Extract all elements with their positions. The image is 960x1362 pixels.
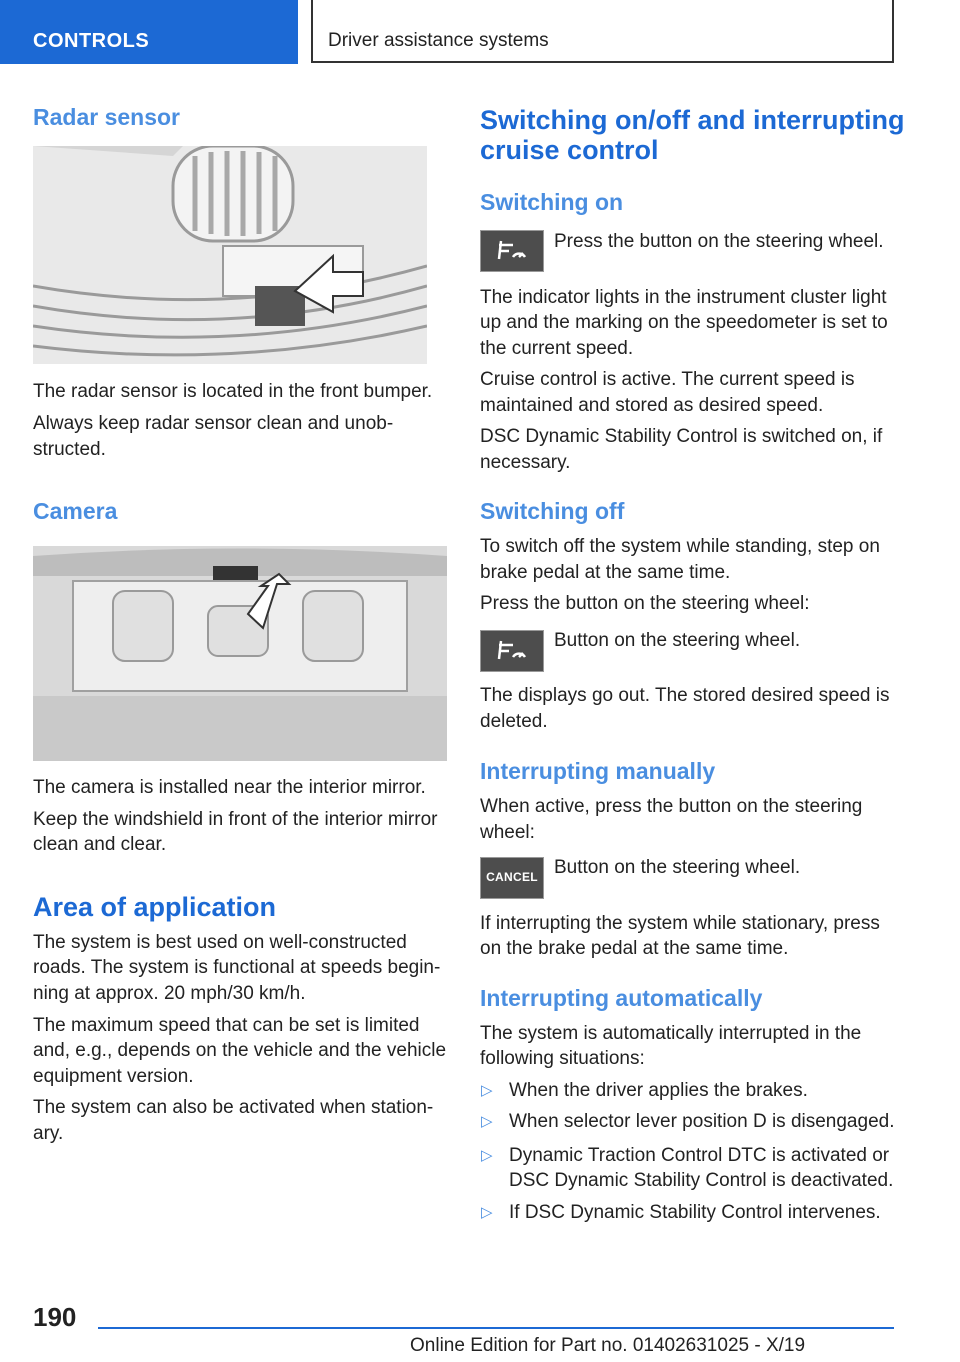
interrupting-manually-heading: Interrupting manually xyxy=(480,758,716,784)
switching-on-text-1c: the current speed. xyxy=(480,338,634,359)
manually-text-1a: When active, press the button on the steering xyxy=(480,796,863,817)
manually-text-2b: on the brake pedal at the same time. xyxy=(480,938,789,959)
switching-off-text-1a: To switch off the system while standing, step on xyxy=(480,536,880,557)
radar-sensor-image xyxy=(33,146,427,364)
switching-on-text-2a: Cruise control is active. The current speed is xyxy=(480,369,855,390)
switching-off-heading: Switching off xyxy=(480,498,625,524)
switching-off-text-1b: brake pedal at the same time. xyxy=(480,562,731,583)
area-text-1c: ning at approx. 20 mph/30 km/h. xyxy=(33,983,306,1004)
bullet-icon: ▷ xyxy=(481,1204,493,1221)
main-heading-line2: cruise control xyxy=(480,135,659,165)
radar-text-2b: structed. xyxy=(33,439,106,460)
switching-on-text-3b: necessary. xyxy=(480,452,571,473)
section-title: CONTROLS xyxy=(33,30,150,52)
camera-text-2b: clean and clear. xyxy=(33,834,167,855)
manually-text-2a: If interrupting the system while stationary, press xyxy=(480,913,880,934)
area-text-1a: The system is best used on well-constructed xyxy=(33,932,407,953)
area-text-3a: The system can also be activated when station‐ xyxy=(33,1097,434,1118)
switching-on-button-text: Press the button on the steering wheel. xyxy=(554,231,884,252)
cancel-button-icon xyxy=(480,857,544,899)
camera-heading: Camera xyxy=(33,498,118,524)
camera-text-2a: Keep the windshield in front of the interior mirror xyxy=(33,809,438,830)
cancel-label: CANCEL xyxy=(486,870,538,884)
chapter-title: Driver assistance systems xyxy=(328,30,549,51)
area-heading: Area of application xyxy=(33,892,277,922)
page-number: 190 xyxy=(33,1302,77,1332)
area-text-1b: roads. The system is functional at speeds begin‐ xyxy=(33,957,441,978)
automatically-text-1a: The system is automatically interrupted in the xyxy=(480,1023,862,1044)
bullet-icon: ▷ xyxy=(481,1082,493,1099)
area-text-2a: The maximum speed that can be set is limited xyxy=(33,1015,420,1036)
main-heading-line1: Switching on/off and interrupting xyxy=(480,105,905,135)
bullet-item: If DSC Dynamic Stability Control intervenes. xyxy=(509,1202,881,1223)
manually-text-1b: wheel: xyxy=(480,822,535,843)
footer-divider xyxy=(98,1327,894,1329)
switching-on-text-3a: DSC Dynamic Stability Control is switched on, if xyxy=(480,426,883,447)
switching-on-text-1a: The indicator lights in the instrument cluster light xyxy=(480,287,887,308)
radar-text-1: The radar sensor is located in the front bumper. xyxy=(33,381,433,402)
area-text-2c: equipment version. xyxy=(33,1066,194,1087)
bullet-icon: ▷ xyxy=(481,1113,493,1130)
bullet-item: When selector lever position D is disengaged. xyxy=(509,1111,895,1132)
bullet-item-continued: DSC Dynamic Stability Control is deactivated. xyxy=(509,1170,894,1191)
edition-text: Online Edition for Part no. 01402631025 - X/19 xyxy=(410,1335,806,1356)
cruise-control-button-icon-2 xyxy=(480,630,544,672)
area-text-2b: and, e.g., depends on the vehicle and the vehicle xyxy=(33,1040,447,1061)
bullet-item: Dynamic Traction Control DTC is activated or xyxy=(509,1145,890,1166)
area-text-3b: ary. xyxy=(33,1123,64,1144)
section-tab xyxy=(0,0,298,64)
cruise-control-button-icon xyxy=(480,230,544,272)
switching-off-text-3b: deleted. xyxy=(480,711,548,732)
switching-off-button-text: Button on the steering wheel. xyxy=(554,630,801,651)
camera-image xyxy=(33,546,447,761)
switching-off-text-3a: The displays go out. The stored desired speed is xyxy=(480,685,890,706)
bullet-icon: ▷ xyxy=(481,1147,493,1164)
chapter-tab xyxy=(311,0,894,63)
switching-on-text-2b: maintained and stored as desired speed. xyxy=(480,395,824,416)
switching-on-text-1b: up and the marking on the speedometer is set to xyxy=(480,312,888,333)
radar-text-2a: Always keep radar sensor clean and unob‐ xyxy=(33,413,394,434)
manually-button-text: Button on the steering wheel. xyxy=(554,857,801,878)
radar-heading: Radar sensor xyxy=(33,104,181,130)
camera-text-1: The camera is installed near the interior mirror. xyxy=(33,777,426,798)
switching-off-text-2: Press the button on the steering wheel: xyxy=(480,593,810,614)
interrupting-automatically-heading: Interrupting automatically xyxy=(480,985,763,1011)
switching-on-heading: Switching on xyxy=(480,189,624,215)
automatically-text-1b: following situations: xyxy=(480,1048,645,1069)
bullet-item: When the driver applies the brakes. xyxy=(509,1080,808,1101)
